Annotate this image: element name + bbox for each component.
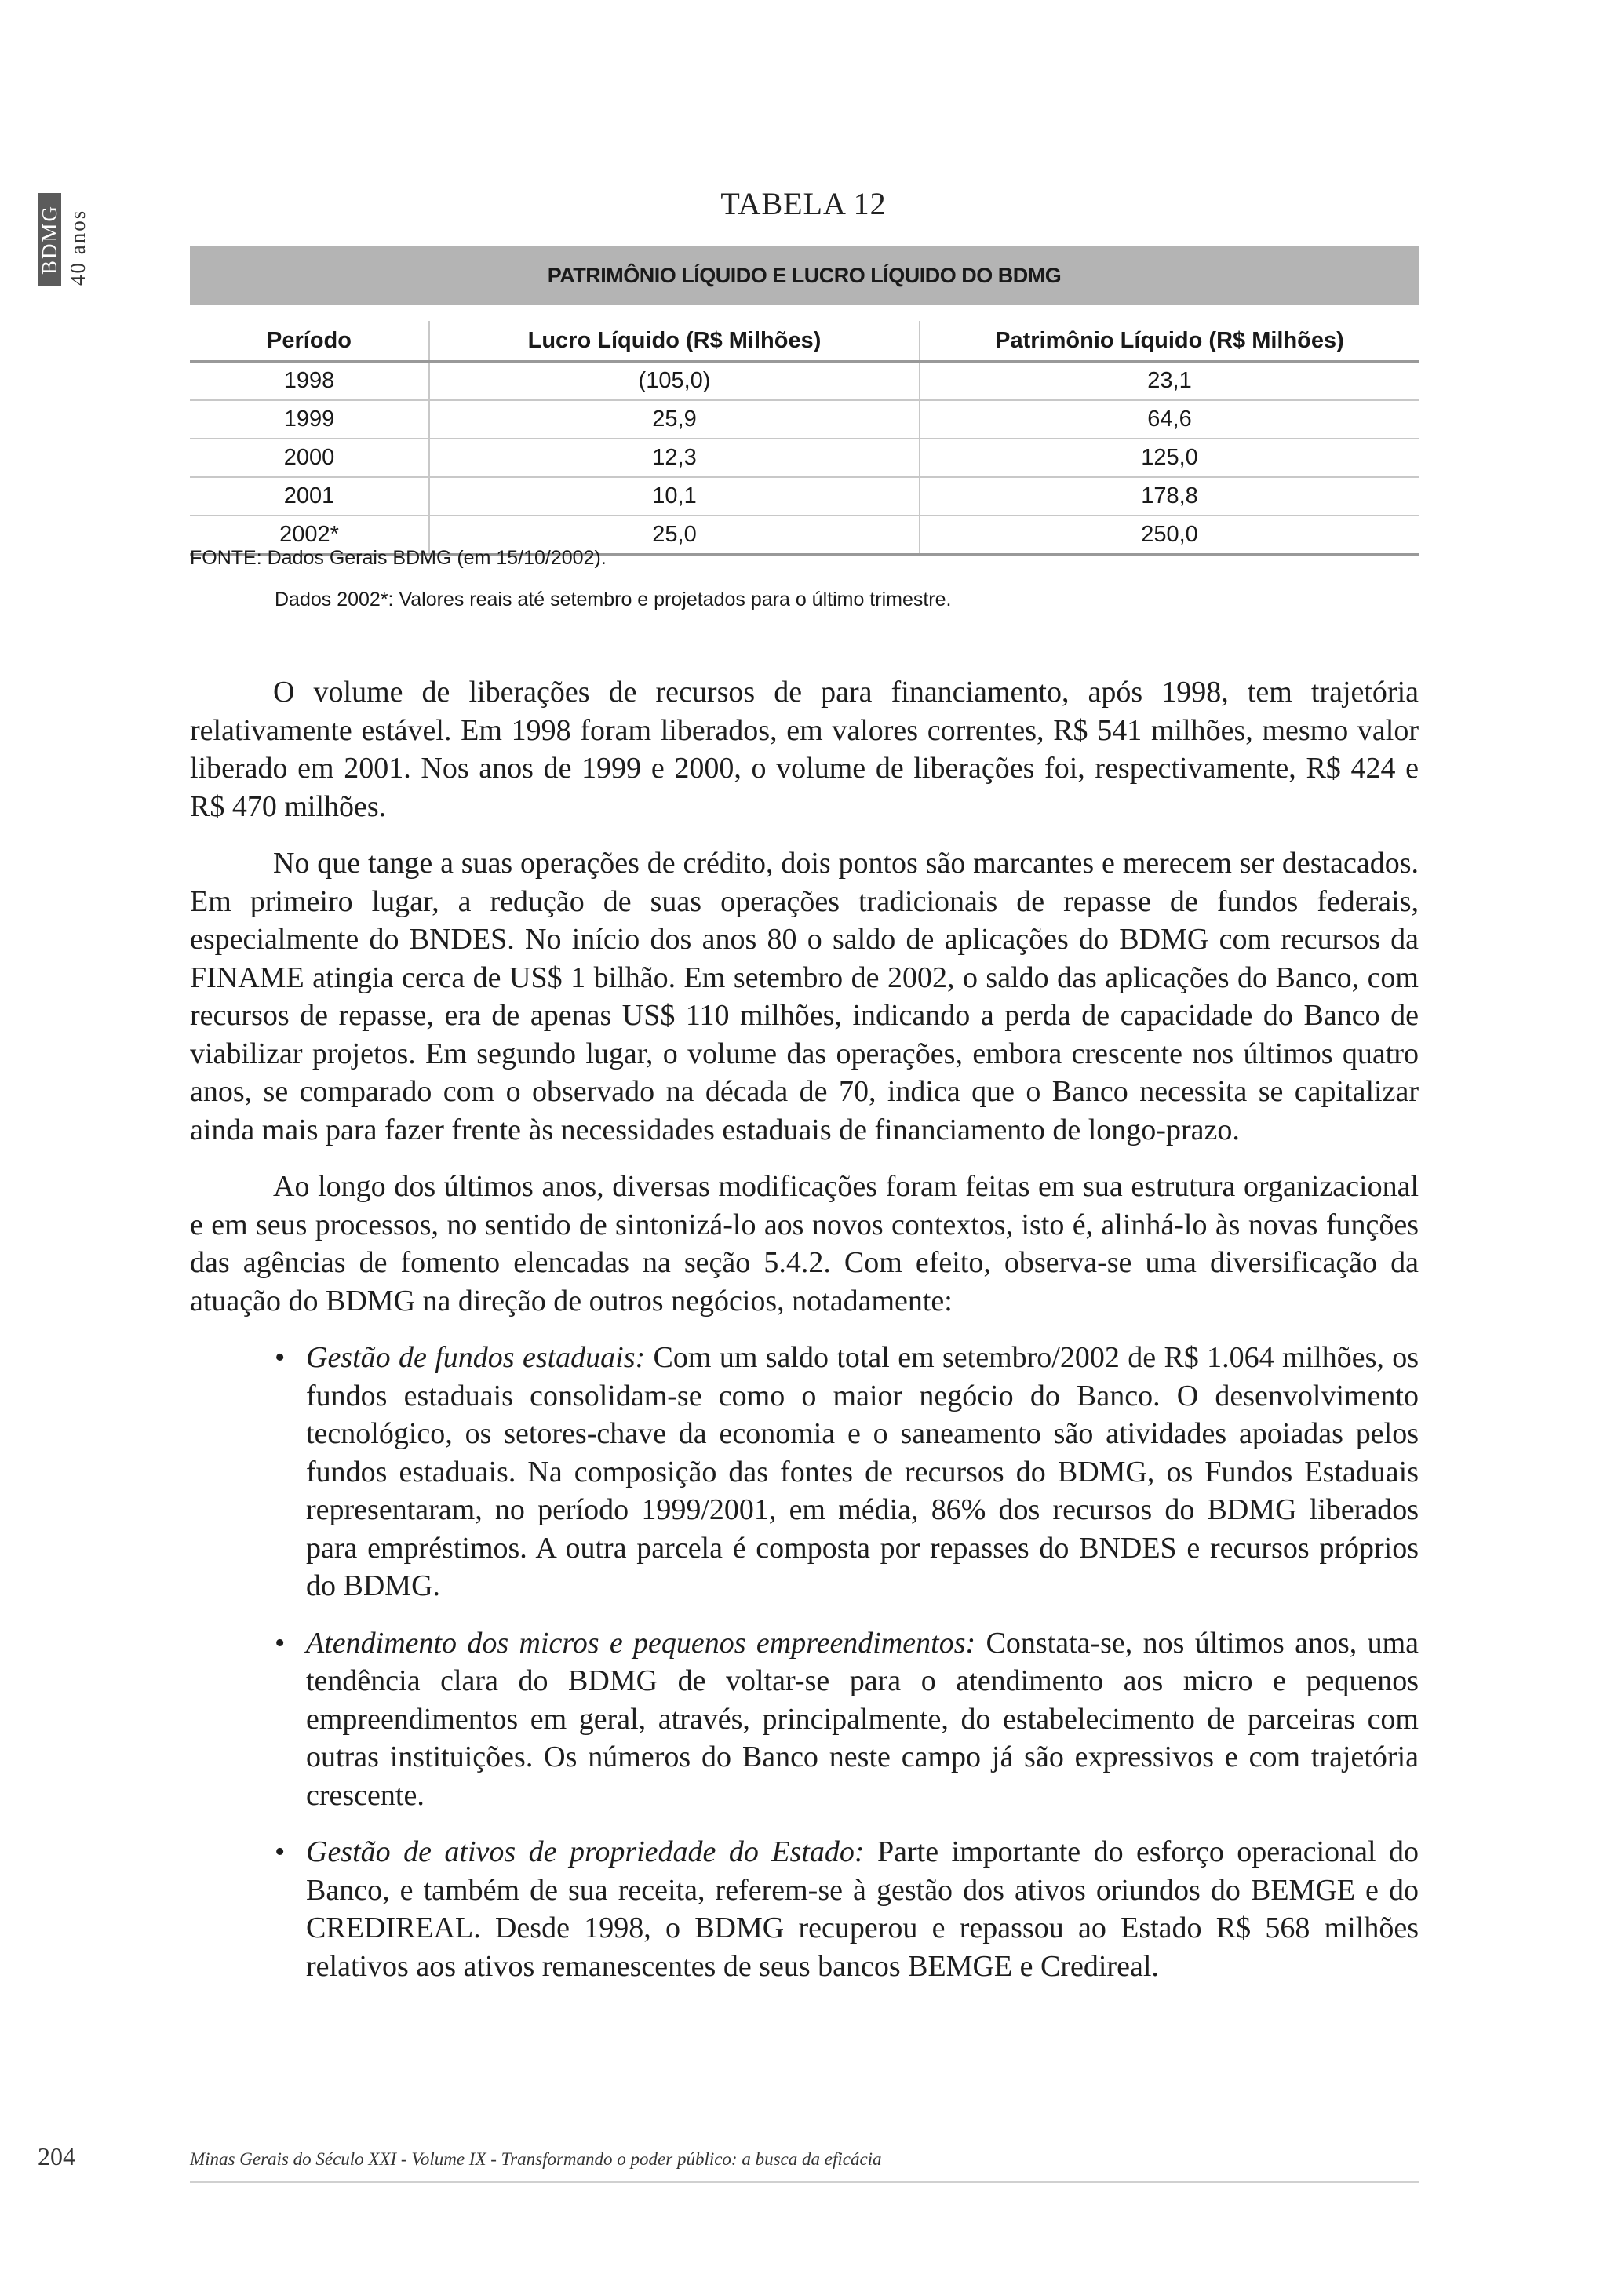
cell-net-income: 25,0 <box>429 516 920 555</box>
cell-equity: 250,0 <box>920 516 1419 555</box>
cell-equity: 125,0 <box>920 439 1419 477</box>
cell-period: 2002* <box>190 516 429 555</box>
table-note: Dados 2002*: Valores reais até setembro e projetados para o último trimestre. <box>275 589 952 610</box>
bullet-icon: • <box>275 1626 286 1660</box>
side-tab-brand: BDMG <box>38 193 61 286</box>
body-text <box>190 673 1419 2004</box>
bullet-text: Constata-se, nos últimos anos, uma tendência clara do BDMG de voltar-se para o atendimento aos micro e pequenos empreendimentos em geral, através, principalmente, do estabelecimento de parceiras com outras instituições. Os números do Banco neste campo já são expressivos e com trajetória crescente. <box>306 1626 1419 1812</box>
table-source: FONTE: Dados Gerais BDMG (em 15/10/2002). <box>190 547 607 569</box>
bullet-term: Gestão de fundos estaduais: <box>306 1341 646 1374</box>
bullet-icon: • <box>275 1341 286 1374</box>
cell-net-income: 12,3 <box>429 439 920 477</box>
bullet-term: Atendimento dos micros e pequenos empreendimentos: <box>306 1626 976 1660</box>
bullet-text: Com um saldo total em setembro/2002 de R$ 1.064 milhões, os fundos estaduais consolidam-se como o maior negócio do Banco. O desenvolvimento tecnológico, os setores-chave da economia e o saneamento são atividades apoiadas pelos fundos estaduais. Na composição das fontes de recursos do BDMG, os Fundos Estaduais representaram, no período 1999/2001, em média, 86% dos recursos do BDMG liberados para empréstimos. A outra parcela é composta por repasses do BNDES e recursos próprios do BDMG. <box>306 1341 1419 1602</box>
column-header-net-income: Lucro Líquido (R$ Milhões) <box>429 321 920 362</box>
page-number: 204 <box>38 2142 75 2170</box>
paragraph: Ao longo dos últimos anos, diversas modificações foram feitas em sua estrutura organizacional e em seus processos, no sentido de sintonizá-lo aos novos contextos, isto é, alinhá-lo às novas funções das agências de fomento elencadas na seção 5.4.2. Com efeito, observa-se uma diversificação da atuação do BDMG na direção de outros negócios, notadamente: <box>190 1170 1419 1317</box>
table-row <box>190 477 1419 516</box>
table-title: PATRIMÔNIO LÍQUIDO E LUCRO LÍQUIDO DO BDMG <box>190 246 1419 305</box>
table-grid <box>190 321 1419 556</box>
bullet-term: Gestão de ativos de propriedade do Estado: <box>306 1835 865 1868</box>
table-caption: TABELA 12 <box>720 186 887 221</box>
cell-equity: 64,6 <box>920 400 1419 439</box>
side-tab-years: 40 anos <box>66 209 89 286</box>
paragraph: O volume de liberações de recursos de para financiamento, após 1998, tem trajetória relativamente estável. Em 1998 foram liberados, em valores correntes, R$ 541 milhões, mesmo valor liberado em 2001. Nos anos de 1999 e 2000, o volume de liberações foi, respectivamente, R$ 424 e R$ 470 milhões. <box>190 676 1419 823</box>
bullet-text: Parte importante do esforço operacional do Banco, e também de sua receita, referem-se à gestão dos ativos oriundos do BEMGE e do CREDIREAL. Desde 1998, o BDMG recuperou e repassou ao Estado R$ 568 milhões relativos aos ativos remanescentes de seus bancos BEMGE e Credireal. <box>306 1835 1419 1983</box>
column-header-equity: Patrimônio Líquido (R$ Milhões) <box>920 321 1419 362</box>
cell-net-income: 10,1 <box>429 477 920 516</box>
running-title: Minas Gerais do Século XXI - Volume IX - Transformando o poder público: a busca da eficácia <box>190 2149 882 2169</box>
table-row <box>190 362 1419 401</box>
bullet-icon: • <box>275 1835 286 1868</box>
cell-net-income: (105,0) <box>429 362 920 401</box>
bullet-item <box>190 1833 1419 1985</box>
cell-period: 1999 <box>190 400 429 439</box>
cell-net-income: 25,9 <box>429 400 920 439</box>
bullet-item <box>190 1339 1419 1605</box>
cell-period: 2001 <box>190 477 429 516</box>
cell-period: 1998 <box>190 362 429 401</box>
cell-equity: 178,8 <box>920 477 1419 516</box>
cell-period: 2000 <box>190 439 429 477</box>
side-tab <box>38 188 100 290</box>
table-row <box>190 400 1419 439</box>
paragraph: No que tange a suas operações de crédito, dois pontos são marcantes e merecem ser destacados. Em primeiro lugar, a redução de suas operações tradicionais de repasse de fundos federais, especialmente do BNDES. No início dos anos 80 o saldo de aplicações do BDMG com recursos da FINAME atingia cerca de US$ 1 bilhão. Em setembro de 2002, o saldo das aplicações do Banco, com recursos de repasse, era de apenas US$ 110 milhões, indicando a perda de capacidade do Banco de viabilizar projetos. Em segundo lugar, o volume das operações, embora crescente nos últimos quatro anos, se comparado com o observado na década de 70, indica que o Banco necessita se capitalizar ainda mais para fazer frente às necessidades estaduais de financiamento de longo-prazo. <box>190 847 1419 1146</box>
footer-divider <box>190 2181 1419 2183</box>
bullet-item <box>190 1624 1419 1815</box>
cell-equity: 23,1 <box>920 362 1419 401</box>
column-header-period: Período <box>190 321 429 362</box>
data-table <box>190 246 1419 556</box>
bullet-list <box>190 1339 1419 1985</box>
table-row <box>190 439 1419 477</box>
table-header-row <box>190 321 1419 362</box>
